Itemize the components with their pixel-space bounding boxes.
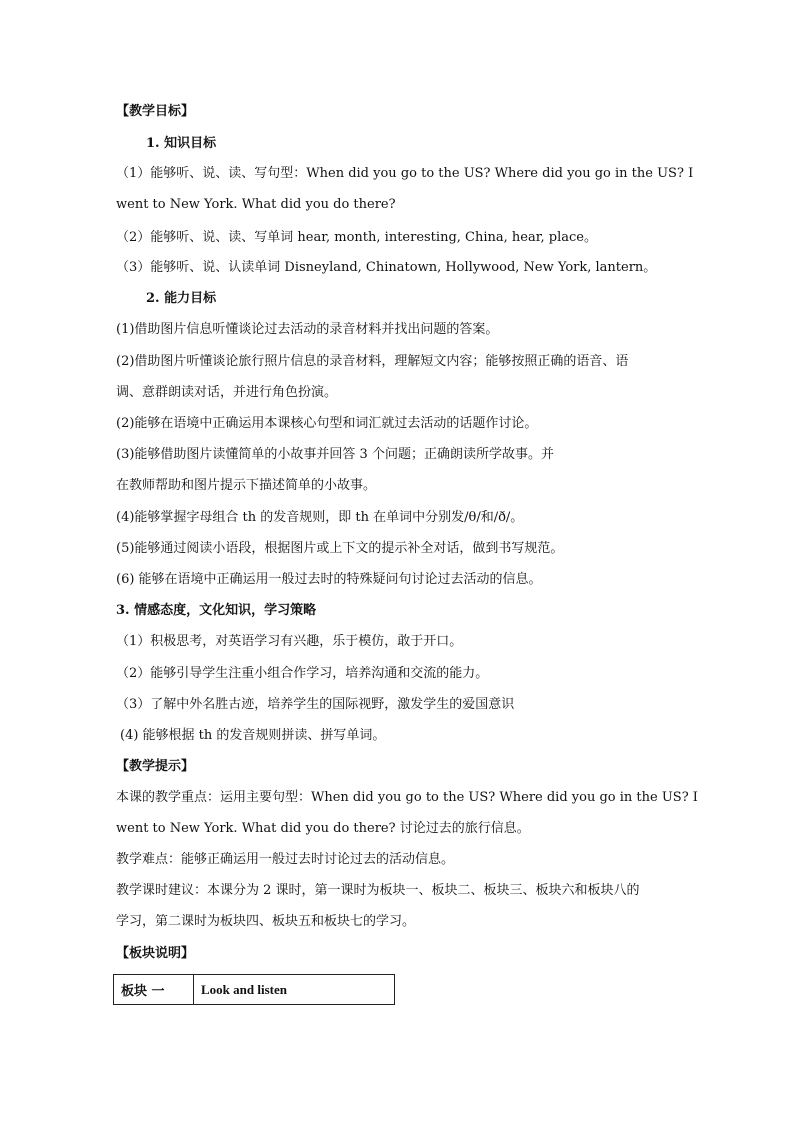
ability-item-1: (1)借助图片信息听懂谈论过去活动的录音材料并找出问题的答案。 bbox=[116, 322, 499, 337]
ability-item-2-line-2: 调、意群朗读对话，并进行角色扮演。 bbox=[116, 385, 338, 400]
module-title-cell: Look and listen bbox=[194, 975, 395, 1005]
module-table bbox=[113, 974, 395, 1005]
ability-item-7: (6) 能够在语境中正确运用一般过去时的特殊疑问句讨论过去活动的信息。 bbox=[116, 572, 542, 587]
tips-hours-line-1: 教学课时建议：本课分为 2 课时，第一课时为板块一、板块二、板块三、板块六和板块八的 bbox=[116, 883, 640, 898]
knowledge-item-1-line-1: （1）能够听、说、读、写句型：When did you go to the US? Where did you go in the US? I bbox=[116, 166, 694, 181]
ability-item-3: (2)能够在语境中正确运用本课核心句型和词汇就过去活动的话题作讨论。 bbox=[116, 416, 538, 431]
knowledge-goals-title: 1. 知识目标 bbox=[146, 136, 217, 151]
tips-hours-line-2: 学习，第二课时为板块四、板块五和板块七的学习。 bbox=[116, 914, 416, 929]
ability-item-2-line-1: (2)借助图片听懂谈论旅行照片信息的录音材料，理解短文内容；能够按照正确的语音、语 bbox=[116, 354, 629, 369]
emotion-item-3: （3）了解中外名胜古迹，培养学生的国际视野，激发学生的爱国意识 bbox=[116, 697, 515, 712]
ability-item-6: (5)能够通过阅读小语段，根据图片或上下文的提示补全对话，做到书写规范。 bbox=[116, 541, 564, 556]
section-header-teaching-tips: 【教学提示】 bbox=[116, 759, 195, 774]
section-header-module-description: 【板块说明】 bbox=[116, 946, 195, 961]
ability-item-4-line-1: (3)能够借助图片读懂简单的小故事并回答 3 个问题；正确朗读所学故事。并 bbox=[116, 447, 554, 462]
knowledge-item-3: （3）能够听、说、认读单词 Disneyland, Chinatown, Hollywood, New York, lantern。 bbox=[116, 260, 657, 275]
module-number-cell: 板块 一 bbox=[114, 975, 194, 1005]
knowledge-item-2: （2）能够听、说、读、写单词 hear, month, interesting, China, hear, place。 bbox=[116, 230, 597, 245]
knowledge-item-1-line-2: went to New York. What did you do there? bbox=[116, 197, 396, 212]
tips-difficulty: 教学难点：能够正确运用一般过去时讨论过去的活动信息。 bbox=[116, 852, 455, 867]
emotion-item-2: （2）能够引导学生注重小组合作学习，培养沟通和交流的能力。 bbox=[116, 666, 489, 681]
section-header-teaching-goals: 【教学目标】 bbox=[116, 104, 195, 119]
tips-focus-line-2: went to New York. What did you do there? 讨论过去的旅行信息。 bbox=[116, 821, 530, 836]
tips-focus-line-1: 本课的教学重点：运用主要句型：When did you go to the US? Where did you go in the US? I bbox=[116, 790, 698, 805]
ability-item-5: (4)能够掌握字母组合 th 的发音规则，即 th 在单词中分别发/θ/和/ð/。 bbox=[116, 510, 524, 525]
ability-item-4-line-2: 在教师帮助和图片提示下描述简单的小故事。 bbox=[116, 478, 377, 493]
emotion-goals-title: 3. 情感态度，文化知识，学习策略 bbox=[116, 603, 317, 618]
table-row bbox=[114, 975, 395, 1005]
emotion-item-1: （1）积极思考，对英语学习有兴趣，乐于模仿，敢于开口。 bbox=[116, 634, 463, 649]
emotion-item-4: (4) 能够根据 th 的发音规则拼读、拼写单词。 bbox=[120, 728, 386, 743]
ability-goals-title: 2. 能力目标 bbox=[146, 291, 217, 306]
